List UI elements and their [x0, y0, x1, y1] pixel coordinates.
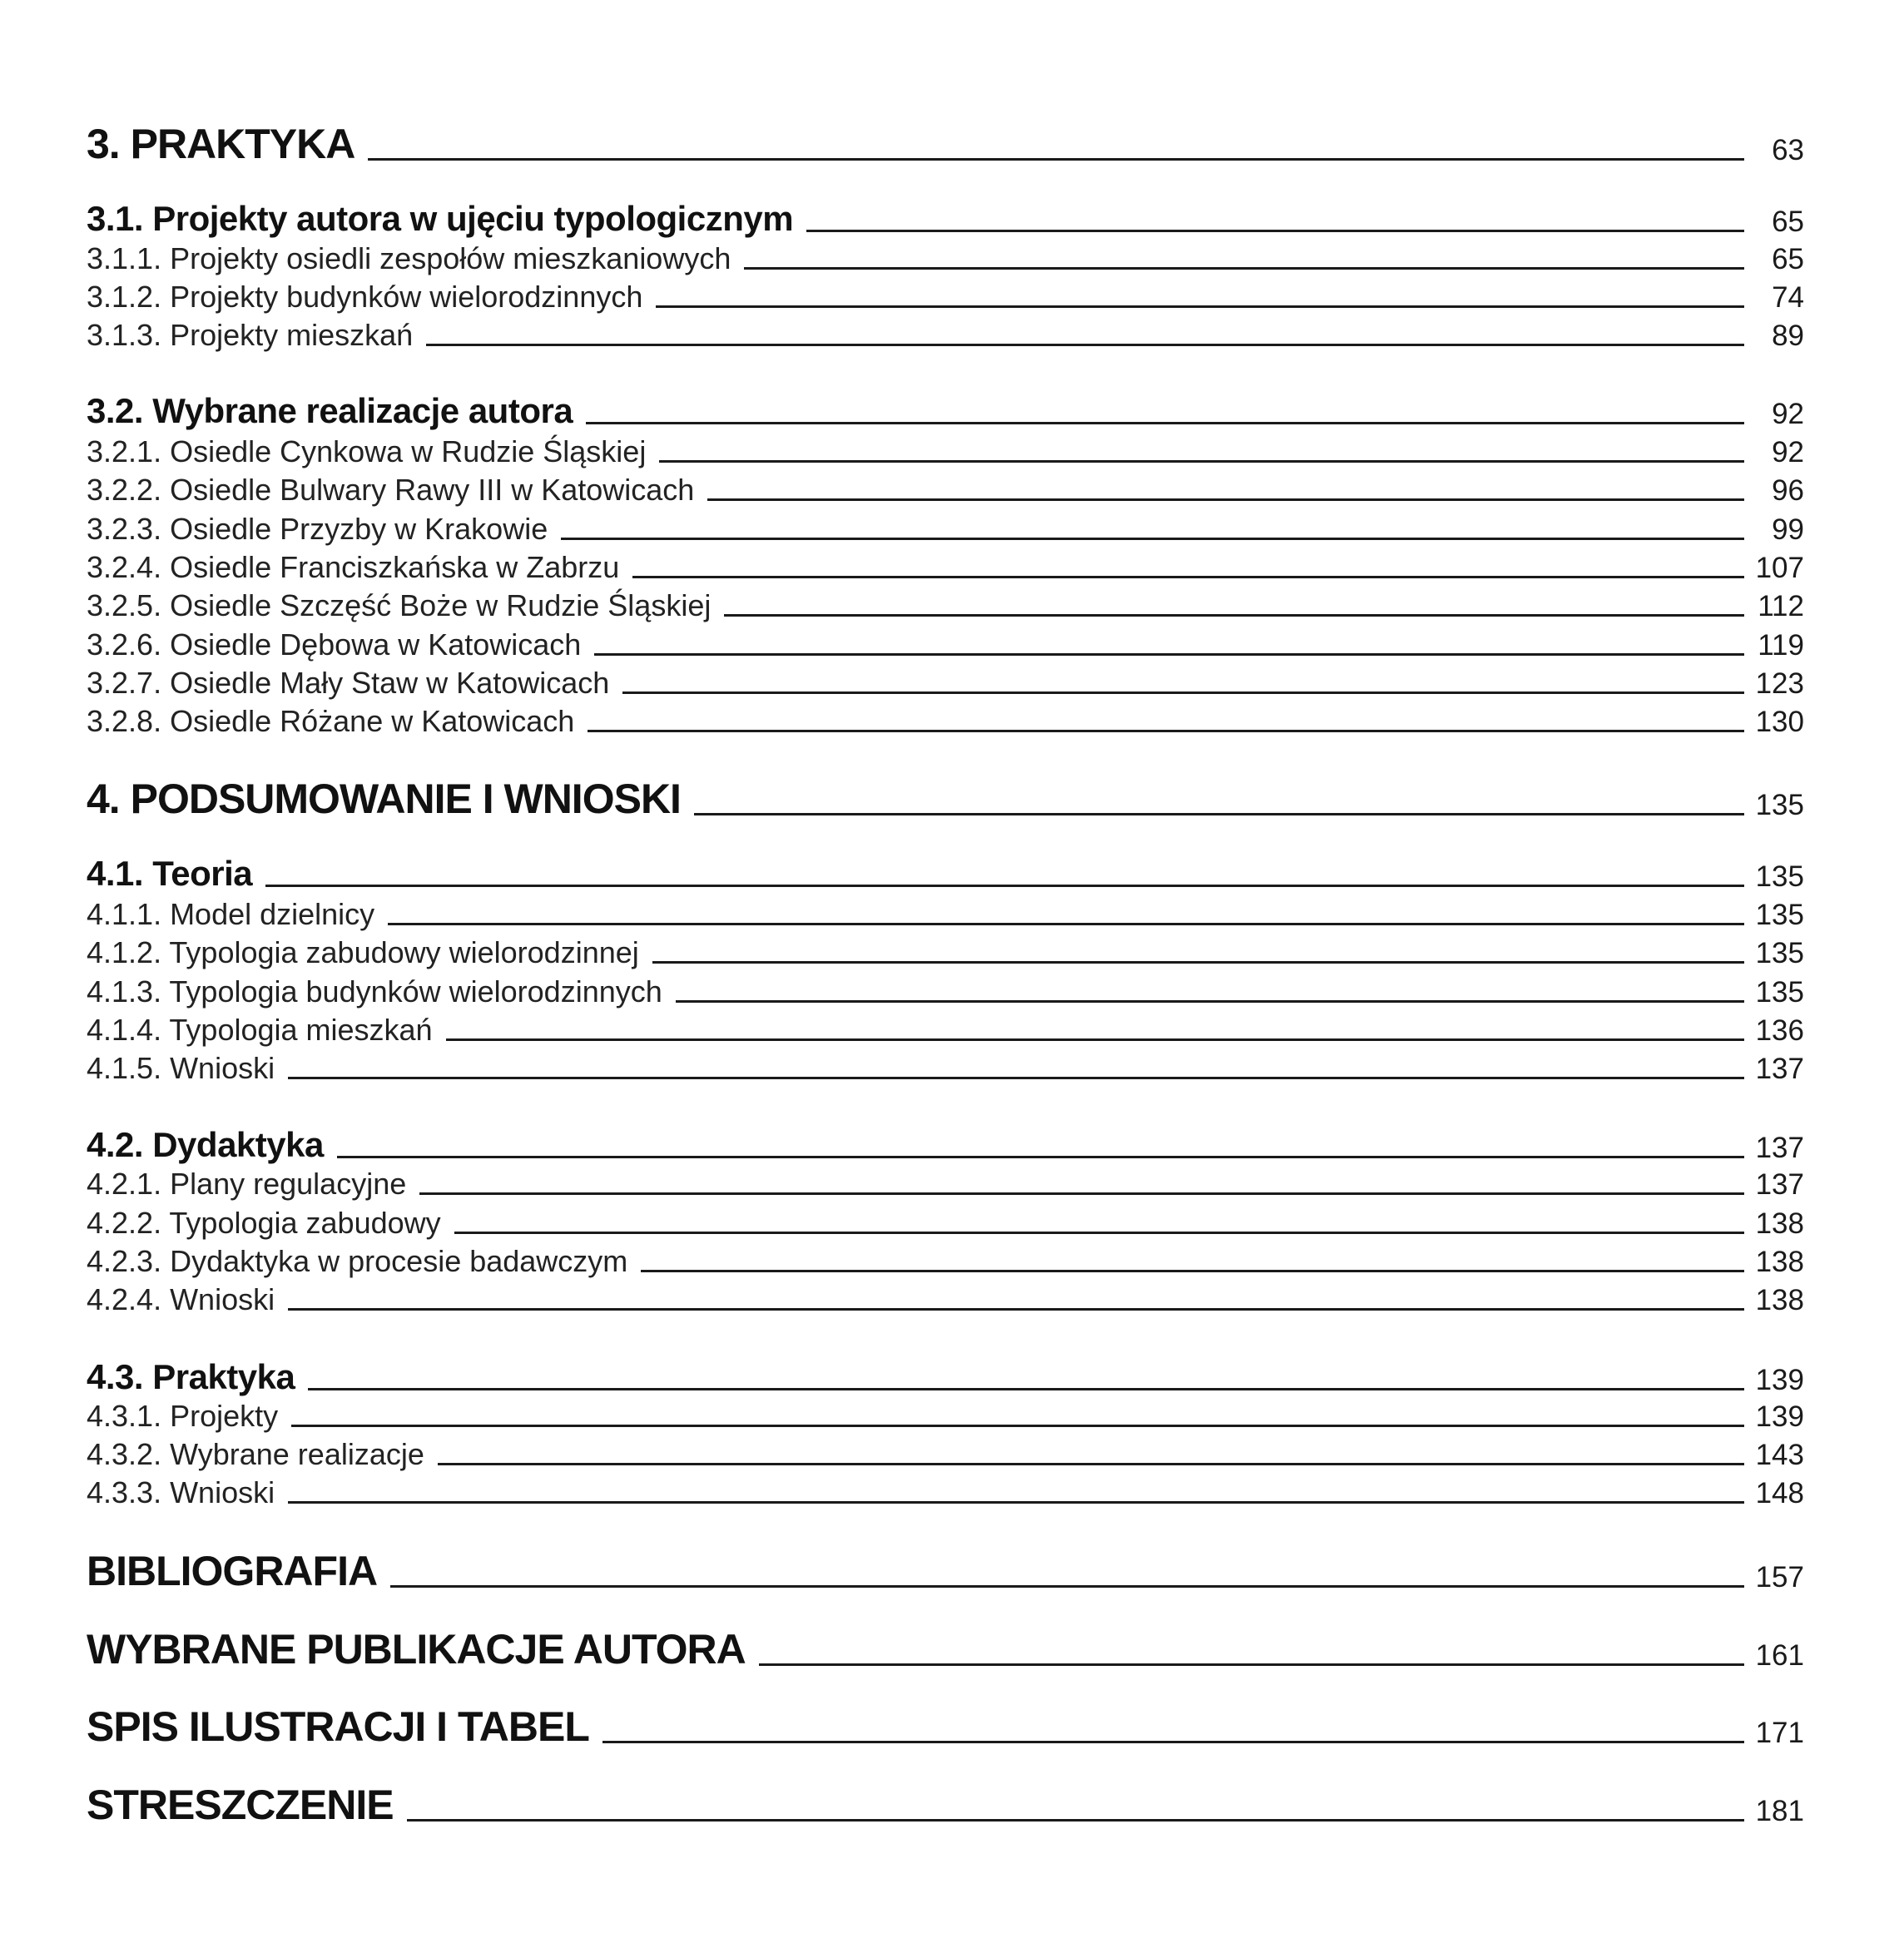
leader-line [694, 813, 1744, 815]
leader-line [446, 1038, 1744, 1041]
toc-entry-4-2-4[interactable] [87, 1282, 1804, 1316]
toc-page-number: 136 [1755, 1014, 1804, 1047]
toc-entry-label: 3.2.8. Osiedle Różane w Katowicach [87, 704, 575, 738]
toc-entry-4-3-2[interactable] [87, 1437, 1804, 1471]
leader-line [602, 1741, 1744, 1743]
toc-page-number: 112 [1758, 590, 1804, 622]
leader-line [744, 267, 1744, 270]
leader-line [337, 1156, 1744, 1158]
toc-entry-label: 4.2.3. Dydaktyka w procesie badawczym [87, 1244, 628, 1278]
toc-entry-label: 4.1.4. Typologia mieszkań [87, 1013, 433, 1047]
toc-page-number: 135 [1755, 899, 1804, 931]
toc-entry-4[interactable] [87, 778, 1804, 820]
toc-page-number: 138 [1755, 1207, 1804, 1240]
toc-entry-4-3-1[interactable] [87, 1401, 1804, 1431]
toc-page-number: 92 [1772, 398, 1804, 430]
toc-entry-label: 3.2.4. Osiedle Franciszkańska w Zabrzu [87, 550, 620, 584]
leader-line [561, 538, 1744, 540]
toc-entry-label: 4.3.1. Projekty [87, 1399, 279, 1433]
toc-entry-label: 4.1.2. Typologia zabudowy wielorodzinnej [87, 935, 639, 969]
toc-entry-4-1-3[interactable] [87, 974, 1804, 1009]
toc-entry-label: BIBLIOGRAFIA [87, 1548, 378, 1594]
toc-entry-wybrane-publikacje[interactable] [87, 1626, 1804, 1673]
toc-page-number: 139 [1755, 1400, 1804, 1433]
toc-page-number: 63 [1772, 134, 1804, 166]
toc-entry-4-2[interactable] [87, 1125, 1804, 1164]
toc-entry-label: 3.2. Wybrane realizacje autora [87, 391, 573, 430]
leader-line [759, 1663, 1744, 1666]
toc-page-number: 138 [1755, 1246, 1804, 1278]
leader-line [288, 1501, 1744, 1504]
toc-entry-label: 4.2. Dydaktyka [87, 1125, 324, 1164]
toc-entry-4-3[interactable] [87, 1357, 1804, 1396]
leader-line [288, 1308, 1744, 1311]
leader-line [390, 1585, 1744, 1588]
leader-line [707, 498, 1744, 501]
leader-line [419, 1192, 1744, 1195]
toc-page-number: 135 [1755, 976, 1804, 1009]
toc-entry-3-2-1[interactable] [87, 434, 1804, 468]
toc-entry-label: 3.2.6. Osiedle Dębowa w Katowicach [87, 627, 582, 662]
toc-page-number: 181 [1755, 1795, 1804, 1827]
leader-line [641, 1270, 1744, 1272]
toc-page-number: 96 [1772, 474, 1804, 507]
leader-line [806, 230, 1744, 232]
toc-page-number: 65 [1772, 206, 1804, 238]
toc-page-number: 99 [1772, 513, 1804, 546]
leader-line [676, 1000, 1744, 1003]
leader-line [652, 961, 1744, 964]
toc-page-number: 138 [1755, 1284, 1804, 1316]
toc-entry-3-2[interactable] [87, 391, 1804, 430]
toc-page-number: 130 [1755, 706, 1804, 738]
toc-entry-streszczenie[interactable] [87, 1784, 1804, 1826]
toc-entry-label: 4.2.2. Typologia zabudowy [87, 1206, 441, 1240]
toc-entry-3-2-2[interactable] [87, 475, 1804, 505]
toc-entry-3-1[interactable] [87, 201, 1804, 236]
toc-entry-4-1-5[interactable] [87, 1053, 1804, 1083]
leader-line [656, 305, 1744, 308]
toc-page-number: 65 [1772, 243, 1804, 275]
toc-entry-4-2-2[interactable] [87, 1208, 1804, 1238]
toc-entry-label: 3.2.2. Osiedle Bulwary Rawy III w Katowicach [87, 473, 695, 507]
toc-entry-4-1-4[interactable] [87, 1015, 1804, 1045]
toc-page-number: 135 [1755, 789, 1804, 821]
toc-entry-label: 3. PRAKTYKA [87, 121, 355, 167]
toc-entry-4-2-3[interactable] [87, 1244, 1804, 1278]
toc-entry-3-1-2[interactable] [87, 282, 1804, 312]
leader-line [632, 576, 1744, 578]
toc-page-number: 137 [1755, 1132, 1804, 1164]
toc-entry-3[interactable] [87, 123, 1804, 165]
toc-page-number: 143 [1755, 1439, 1804, 1471]
toc-entry-spis-ilustracji[interactable] [87, 1703, 1804, 1750]
toc-entry-label: 4.1.3. Typologia budynków wielorodzinnych [87, 974, 662, 1009]
leader-line [407, 1819, 1744, 1822]
toc-entry-label: SPIS ILUSTRACJI I TABEL [87, 1703, 589, 1750]
toc-entry-label: 4.2.1. Plany regulacyjne [87, 1167, 407, 1201]
toc-page-number: 74 [1772, 281, 1804, 314]
toc-entry-3-2-4[interactable] [87, 550, 1804, 584]
toc-page-number: 92 [1772, 436, 1804, 468]
toc-entry-label: 4.1.5. Wnioski [87, 1051, 275, 1085]
toc-page-number: 135 [1755, 860, 1804, 893]
toc-entry-label: 3.1.3. Projekty mieszkań [87, 318, 414, 352]
toc-entry-3-2-5[interactable] [87, 588, 1804, 622]
toc-entry-4-1[interactable] [87, 856, 1804, 891]
leader-line [265, 885, 1744, 887]
toc-entry-label: 3.1. Projekty autora w ujęciu typologicznym [87, 199, 794, 238]
leader-line [288, 1077, 1744, 1079]
toc-entry-label: 4.1. Teoria [87, 854, 253, 893]
toc-entry-label: 3.2.5. Osiedle Szczęść Boże w Rudzie Śląskiej [87, 588, 712, 622]
toc-page-number: 137 [1755, 1168, 1804, 1201]
toc-entry-3-1-3[interactable] [87, 320, 1804, 350]
toc-entry-label: 4.3.2. Wybrane realizacje [87, 1437, 424, 1471]
toc-entry-label: WYBRANE PUBLIKACJE AUTORA [87, 1626, 746, 1673]
leader-line [454, 1232, 1744, 1234]
leader-line [586, 422, 1744, 424]
leader-line [426, 344, 1744, 346]
toc-entry-4-1-1[interactable] [87, 897, 1804, 931]
toc-entry-4-1-2[interactable] [87, 935, 1804, 969]
toc-page-number: 137 [1755, 1053, 1804, 1085]
leader-line [438, 1463, 1744, 1465]
toc-entry-label: 3.2.1. Osiedle Cynkowa w Rudzie Śląskiej [87, 434, 647, 468]
leader-line [594, 653, 1744, 656]
toc-entry-label: 4.1.1. Model dzielnicy [87, 897, 375, 931]
toc-page-number: 89 [1772, 320, 1804, 352]
leader-line [622, 691, 1744, 694]
toc-page-number: 161 [1755, 1639, 1804, 1672]
toc-page-number: 123 [1755, 667, 1804, 700]
leader-line [588, 730, 1744, 732]
toc-entry-3-2-6[interactable] [87, 627, 1804, 662]
toc-entry-label: STRESZCZENIE [87, 1782, 394, 1828]
toc-entry-4-2-1[interactable] [87, 1169, 1804, 1199]
toc-entry-4-3-3[interactable] [87, 1475, 1804, 1509]
toc-page-number: 119 [1758, 629, 1804, 662]
leader-line [308, 1388, 1744, 1390]
toc-page-number: 135 [1755, 937, 1804, 969]
leader-line [388, 923, 1744, 925]
toc-entry-3-1-1[interactable] [87, 241, 1804, 275]
leader-line [659, 460, 1744, 463]
toc-page-number: 171 [1755, 1717, 1804, 1749]
leader-line [368, 158, 1744, 161]
toc-entry-label: 4.3.3. Wnioski [87, 1475, 275, 1509]
toc-entry-label: 3.1.1. Projekty osiedli zespołów mieszkaniowych [87, 241, 731, 275]
toc-page-number: 148 [1755, 1477, 1804, 1509]
toc-entry-3-2-8[interactable] [87, 706, 1804, 736]
toc-entry-label: 4.2.4. Wnioski [87, 1282, 275, 1316]
toc-page-number: 107 [1755, 552, 1804, 584]
toc-entry-bibliografia[interactable] [87, 1550, 1804, 1592]
leader-line [724, 614, 1744, 617]
toc-entry-label: 4.3. Praktyka [87, 1357, 295, 1396]
toc-entry-3-2-3[interactable] [87, 514, 1804, 544]
toc-entry-label: 3.1.2. Projekty budynków wielorodzinnych [87, 280, 643, 314]
toc-page-number: 157 [1755, 1561, 1804, 1594]
toc-entry-label: 3.2.3. Osiedle Przyzby w Krakowie [87, 512, 548, 546]
toc-page-number: 139 [1755, 1364, 1804, 1396]
toc-entry-label: 3.2.7. Osiedle Mały Staw w Katowicach [87, 666, 610, 700]
leader-line [291, 1425, 1744, 1427]
toc-entry-3-2-7[interactable] [87, 668, 1804, 698]
toc-entry-label: 4. PODSUMOWANIE I WNIOSKI [87, 776, 681, 822]
